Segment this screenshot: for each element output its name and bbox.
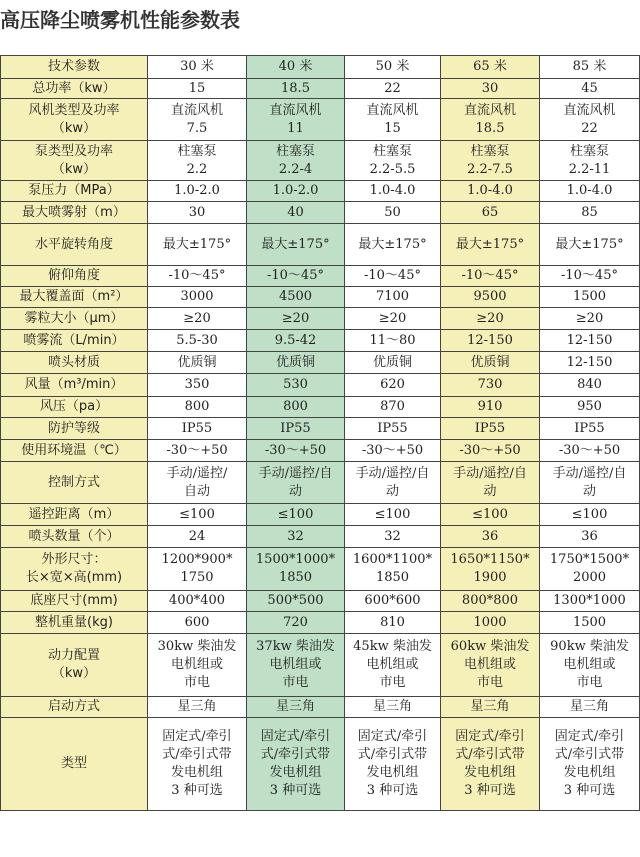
row-label-cell: 底座尺寸(mm)	[1, 591, 148, 612]
spec-table	[0, 55, 640, 811]
table-row	[1, 397, 640, 418]
row-label-cell: 最大覆盖面（m²）	[1, 287, 148, 308]
value-cell: 730	[441, 374, 540, 397]
value-cell: 优质铜	[148, 352, 247, 374]
value-cell: 45	[540, 79, 640, 99]
value-cell: 柱塞泵 2.2-5.5	[345, 141, 441, 181]
table-row	[1, 224, 640, 266]
value-cell: 1.0-2.0	[247, 181, 345, 202]
value-cell: -30～+50	[345, 440, 441, 462]
row-label-cell: 风压（pa）	[1, 397, 148, 418]
value-cell: 22	[345, 79, 441, 99]
value-cell: 星三角	[441, 697, 540, 718]
value-cell: 1500*1000* 1850	[247, 548, 345, 591]
value-cell: 固定式/牵引 式/牵引式带 发电机组 3 种可选	[441, 718, 540, 811]
table-row	[1, 79, 640, 99]
value-cell: ≤100	[441, 504, 540, 526]
value-cell: 12-150	[540, 330, 640, 352]
value-cell: 手动/遥控/自 动	[247, 462, 345, 504]
value-cell: 星三角	[540, 697, 640, 718]
value-cell: 直流风机 7.5	[148, 99, 247, 141]
value-cell: 最大±175°	[441, 224, 540, 266]
value-cell: 直流风机 22	[540, 99, 640, 141]
value-cell: ≥20	[540, 308, 640, 330]
value-cell: 350	[148, 374, 247, 397]
value-cell: IP55	[540, 418, 640, 440]
value-cell: 800	[148, 397, 247, 418]
table-row	[1, 591, 640, 612]
value-cell: -10～45°	[148, 266, 247, 287]
table-row	[1, 418, 640, 440]
value-cell: 37kw 柴油发 电机组或 市电	[247, 634, 345, 697]
table-row	[1, 181, 640, 202]
value-cell: 1.0-4.0	[540, 181, 640, 202]
value-cell: 1500	[540, 612, 640, 634]
value-cell: 直流风机 18.5	[441, 99, 540, 141]
value-cell: 柱塞泵 2.2-11	[540, 141, 640, 181]
value-cell: 11～80	[345, 330, 441, 352]
table-row	[1, 202, 640, 224]
value-cell: 870	[345, 397, 441, 418]
value-cell: 1750*1500* 2000	[540, 548, 640, 591]
value-cell: 600	[148, 612, 247, 634]
table-row	[1, 504, 640, 526]
value-cell: 36	[540, 526, 640, 548]
row-label-cell: 喷头材质	[1, 352, 148, 374]
value-cell: -30～+50	[540, 440, 640, 462]
value-cell: 1600*1100* 1850	[345, 548, 441, 591]
row-label-cell: 动力配置 （kw）	[1, 634, 148, 697]
value-cell: ≥20	[148, 308, 247, 330]
value-cell: 星三角	[345, 697, 441, 718]
row-label-cell: 遥控距离（m）	[1, 504, 148, 526]
value-cell: 36	[441, 526, 540, 548]
header-cell: 50 米	[345, 56, 441, 79]
value-cell: 优质铜	[441, 352, 540, 374]
value-cell: IP55	[441, 418, 540, 440]
value-cell: 500*500	[247, 591, 345, 612]
value-cell: 40	[247, 202, 345, 224]
table-row	[1, 526, 640, 548]
value-cell: 1.0-4.0	[345, 181, 441, 202]
row-label-cell: 整机重量(kg)	[1, 612, 148, 634]
value-cell: 910	[441, 397, 540, 418]
value-cell: 最大±175°	[540, 224, 640, 266]
header-cell: 65 米	[441, 56, 540, 79]
value-cell: 固定式/牵引 式/牵引式带 发电机组 3 种可选	[148, 718, 247, 811]
value-cell: 柱塞泵 2.2-4	[247, 141, 345, 181]
value-cell: 620	[345, 374, 441, 397]
value-cell: 手动/遥控/ 自动	[148, 462, 247, 504]
value-cell: 90kw 柴油发 电机组或 市电	[540, 634, 640, 697]
value-cell: 1650*1150* 1900	[441, 548, 540, 591]
value-cell: 800	[247, 397, 345, 418]
value-cell: -30～+50	[148, 440, 247, 462]
value-cell: 固定式/牵引 式/牵引式带 发电机组 3 种可选	[247, 718, 345, 811]
table-row	[1, 141, 640, 181]
table-row	[1, 374, 640, 397]
value-cell: 60kw 柴油发 电机组或 市电	[441, 634, 540, 697]
value-cell: 1300*1000	[540, 591, 640, 612]
page-title: 高压降尘喷雾机性能参数表	[0, 8, 240, 32]
table-row	[1, 330, 640, 352]
value-cell: 星三角	[148, 697, 247, 718]
value-cell: ≤100	[540, 504, 640, 526]
header-cell: 85 米	[540, 56, 640, 79]
value-cell: 720	[247, 612, 345, 634]
value-cell: 32	[247, 526, 345, 548]
row-label-cell: 启动方式	[1, 697, 148, 718]
value-cell: 手动/遥控/自 动	[441, 462, 540, 504]
value-cell: 最大±175°	[345, 224, 441, 266]
row-label-cell: 风量（m³/min）	[1, 374, 148, 397]
value-cell: 30	[148, 202, 247, 224]
table-row	[1, 718, 640, 811]
row-label-cell: 泵压力（MPa）	[1, 181, 148, 202]
row-label-cell: 喷头数量（个）	[1, 526, 148, 548]
row-label-cell: 控制方式	[1, 462, 148, 504]
value-cell: ≥20	[345, 308, 441, 330]
row-label-cell: 泵类型及功率 （kw）	[1, 141, 148, 181]
table-row	[1, 287, 640, 308]
value-cell: -10～45°	[441, 266, 540, 287]
table-row	[1, 697, 640, 718]
value-cell: -10～45°	[540, 266, 640, 287]
row-label-cell: 雾粒大小（μm）	[1, 308, 148, 330]
value-cell: ≥20	[441, 308, 540, 330]
value-cell: 810	[345, 612, 441, 634]
value-cell: 600*600	[345, 591, 441, 612]
value-cell: -10～45°	[345, 266, 441, 287]
value-cell: 最大±175°	[247, 224, 345, 266]
row-label-cell: 总功率（kw）	[1, 79, 148, 99]
table-row	[1, 548, 640, 591]
value-cell: 3000	[148, 287, 247, 308]
value-cell: IP55	[247, 418, 345, 440]
value-cell: 固定式/牵引 式/牵引式带 发电机组 3 种可选	[540, 718, 640, 811]
value-cell: -10～45°	[247, 266, 345, 287]
value-cell: 1500	[540, 287, 640, 308]
value-cell: 优质铜	[345, 352, 441, 374]
value-cell: 7100	[345, 287, 441, 308]
value-cell: 85	[540, 202, 640, 224]
table-row	[1, 462, 640, 504]
table-row	[1, 99, 640, 141]
value-cell: 32	[345, 526, 441, 548]
value-cell: 柱塞泵 2.2-7.5	[441, 141, 540, 181]
table-row	[1, 266, 640, 287]
value-cell: IP55	[148, 418, 247, 440]
value-cell: 最大±175°	[148, 224, 247, 266]
row-label-cell: 类型	[1, 718, 148, 811]
value-cell: 800*800	[441, 591, 540, 612]
value-cell: 1200*900* 1750	[148, 548, 247, 591]
value-cell: 手动/遥控/自 动	[345, 462, 441, 504]
value-cell: 15	[148, 79, 247, 99]
value-cell: 5.5-30	[148, 330, 247, 352]
value-cell: 1.0-2.0	[148, 181, 247, 202]
value-cell: 9.5-42	[247, 330, 345, 352]
value-cell: 45kw 柴油发 电机组或 市电	[345, 634, 441, 697]
value-cell: -30～+50	[247, 440, 345, 462]
value-cell: 24	[148, 526, 247, 548]
value-cell: IP55	[345, 418, 441, 440]
table-row	[1, 352, 640, 374]
value-cell: 50	[345, 202, 441, 224]
row-label-cell: 水平旋转角度	[1, 224, 148, 266]
header-label-cell: 技术参数	[1, 56, 148, 79]
value-cell: 840	[540, 374, 640, 397]
row-label-cell: 最大喷雾射（m）	[1, 202, 148, 224]
value-cell: 9500	[441, 287, 540, 308]
value-cell: 固定式/牵引 式/牵引式带 发电机组 3 种可选	[345, 718, 441, 811]
value-cell: 4500	[247, 287, 345, 308]
value-cell: 优质铜	[247, 352, 345, 374]
table-row	[1, 612, 640, 634]
header-cell: 30 米	[148, 56, 247, 79]
value-cell: 直流风机 11	[247, 99, 345, 141]
value-cell: 400*400	[148, 591, 247, 612]
value-cell: ≤100	[345, 504, 441, 526]
value-cell: 柱塞泵 2.2	[148, 141, 247, 181]
value-cell: ≥20	[247, 308, 345, 330]
value-cell: -30～+50	[441, 440, 540, 462]
value-cell: 530	[247, 374, 345, 397]
header-cell: 40 米	[247, 56, 345, 79]
table-row	[1, 308, 640, 330]
value-cell: 65	[441, 202, 540, 224]
value-cell: 1000	[441, 612, 540, 634]
value-cell: 12-150	[441, 330, 540, 352]
value-cell: 1.0-4.0	[441, 181, 540, 202]
value-cell: 直流风机 15	[345, 99, 441, 141]
value-cell: ≤100	[148, 504, 247, 526]
row-label-cell: 使用环境温（℃）	[1, 440, 148, 462]
row-label-cell: 俯仰角度	[1, 266, 148, 287]
value-cell: 18.5	[247, 79, 345, 99]
value-cell: 950	[540, 397, 640, 418]
row-label-cell: 喷雾流（L/min）	[1, 330, 148, 352]
table-row	[1, 634, 640, 697]
table-header-row	[1, 56, 640, 79]
row-label-cell: 防护等级	[1, 418, 148, 440]
value-cell: 30	[441, 79, 540, 99]
value-cell: 30kw 柴油发 电机组或 市电	[148, 634, 247, 697]
value-cell: ≤100	[247, 504, 345, 526]
value-cell: 星三角	[247, 697, 345, 718]
value-cell: 手动/遥控/自 动	[540, 462, 640, 504]
row-label-cell: 外形尺寸： 长×宽×高(mm)	[1, 548, 148, 591]
row-label-cell: 风机类型及功率 （kw）	[1, 99, 148, 141]
value-cell: 12-150	[540, 352, 640, 374]
table-row	[1, 440, 640, 462]
